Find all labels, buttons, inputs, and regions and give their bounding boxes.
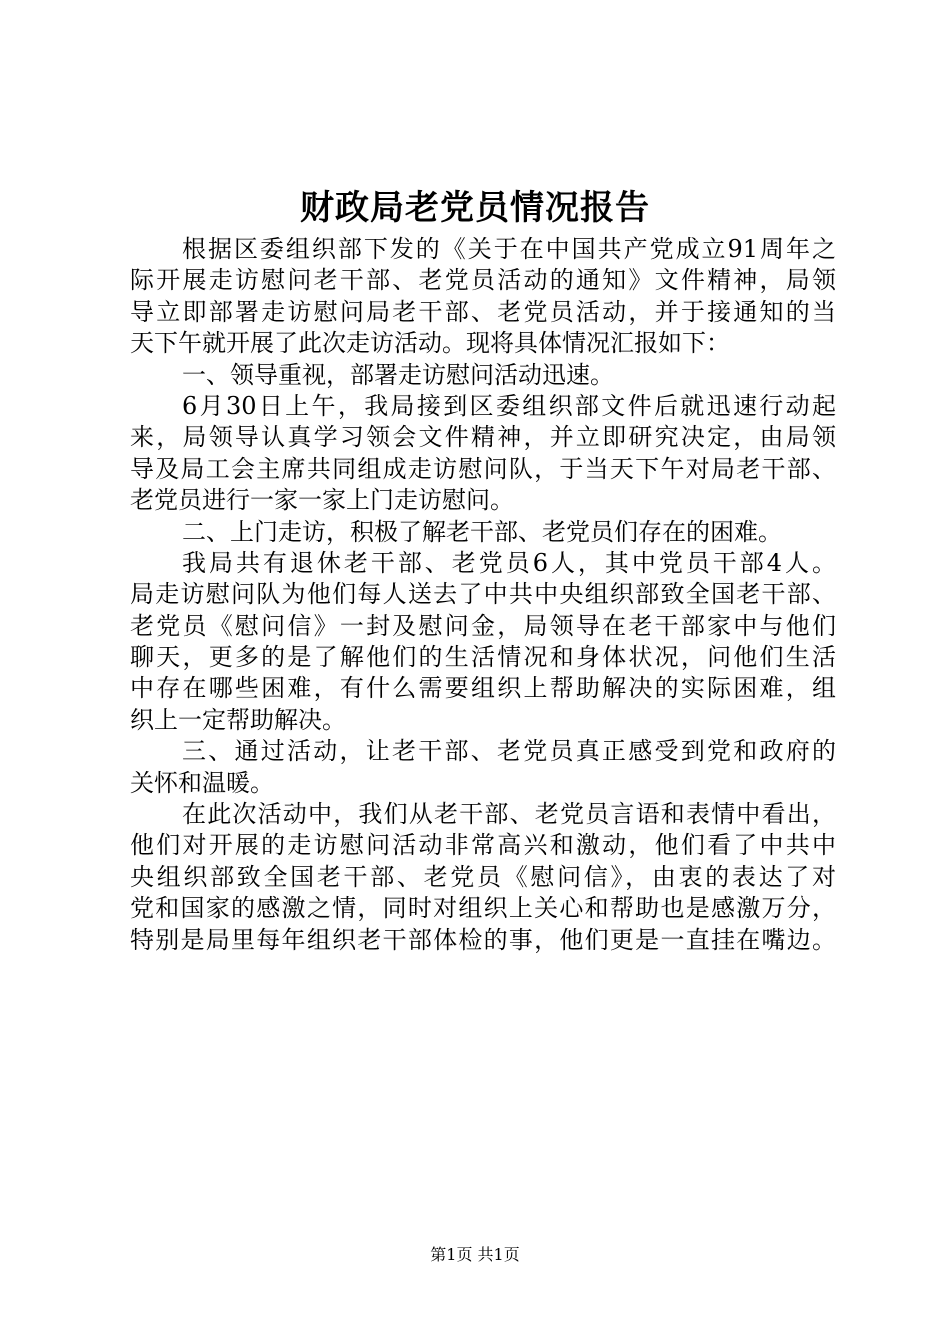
text-line: 来，局领导认真学习领会文件精神，并立即研究决定，由局领 xyxy=(130,423,836,452)
text-line: 央组织部致全国老干部、老党员《慰问信》，由衷的表达了对 xyxy=(130,862,836,891)
section-heading: 三、通过活动，让老干部、老党员真正感受到党和政府的 xyxy=(182,737,836,766)
text-line: 我局共有退休老干部、老党员6人，其中党员干部4人。 xyxy=(182,548,836,577)
text-line: 党和国家的感激之情，同时对组织上关心和帮助也是感激万分， xyxy=(130,894,836,923)
text-line: 导及局工会主席共同组成走访慰问队，于当天下午对局老干部、 xyxy=(130,454,836,483)
text-line: 聊天，更多的是了解他们的生活情况和身体状况，问他们生活 xyxy=(130,643,836,672)
text-line: 中存在哪些困难，有什么需要组织上帮助解决的实际困难，组 xyxy=(130,674,836,703)
page-number-footer: 第1页 共1页 xyxy=(430,1245,520,1264)
text-line: 特别是局里每年组织老干部体检的事，他们更是一直挂在嘴边。 xyxy=(130,925,836,954)
section-heading: 关怀和温暖。 xyxy=(130,768,274,797)
section-heading: 一、领导重视，部署走访慰问活动迅速。 xyxy=(182,360,614,389)
text-line: 老党员进行一家一家上门走访慰问。 xyxy=(130,486,514,515)
text-line: 织上一定帮助解决。 xyxy=(130,705,346,734)
text-line: 天下午就开展了此次走访活动。现将具体情况汇报如下： xyxy=(130,329,730,358)
document-body xyxy=(130,234,836,956)
text-line: 老党员《慰问信》一封及慰问金，局领导在老干部家中与他们 xyxy=(130,611,836,640)
text-line: 在此次活动中，我们从老干部、老党员言语和表情中看出， xyxy=(182,800,836,829)
section-heading: 二、上门走访，积极了解老干部、老党员们存在的困难。 xyxy=(182,517,782,546)
text-line: 他们对开展的走访慰问活动非常高兴和激动，他们看了中共中 xyxy=(130,831,836,860)
text-line: 根据区委组织部下发的《关于在中国共产党成立91周年之 xyxy=(182,235,836,263)
text-line: 6月30日上午，我局接到区委组织部文件后就迅速行动起 xyxy=(182,391,836,420)
text-line: 导立即部署走访慰问局老干部、老党员活动，并于接通知的当 xyxy=(130,297,836,326)
text-line: 际开展走访慰问老干部、老党员活动的通知》文件精神，局领 xyxy=(130,266,836,295)
text-line: 局走访慰问队为他们每人送去了中共中央组织部致全国老干部、 xyxy=(130,580,836,609)
page-title: 财政局老党员情况报告 xyxy=(300,188,650,228)
